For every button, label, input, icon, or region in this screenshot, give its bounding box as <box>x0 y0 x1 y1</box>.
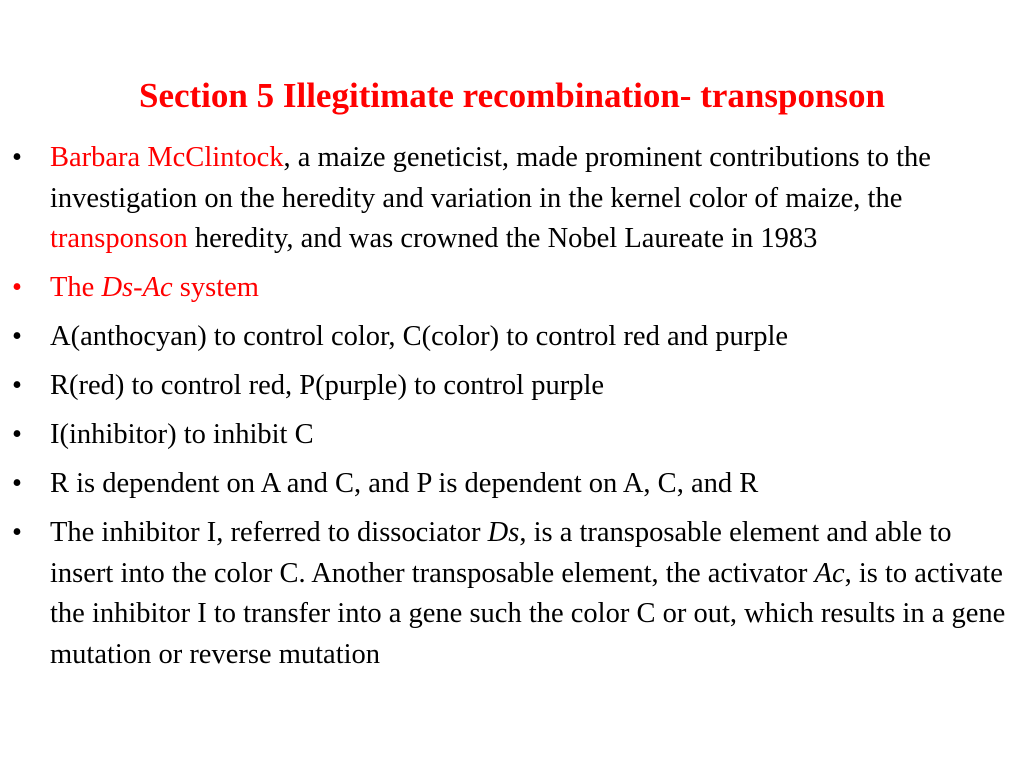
bullet-text: R(red) to control red, P(purple) to control purple <box>50 370 605 401</box>
bullet-text: The <box>50 272 102 303</box>
person-name: Barbara McClintock <box>50 142 284 173</box>
bullet-item-inhibitor <box>12 415 1012 456</box>
bullet-item-red-purple <box>12 366 1012 407</box>
bullet-text: heredity, and was crowned the Nobel Laureate in 1983 <box>187 223 818 254</box>
bullet-text: , is a transposable element and able to insert into the color C. Another transposable element, the activator <box>50 517 952 589</box>
bullet-text: system <box>172 272 259 303</box>
bullet-item-dependency <box>12 464 1012 505</box>
bullet-icon: • <box>12 321 22 352</box>
bullet-icon: • <box>12 517 22 548</box>
bullet-text: The inhibitor I, referred to dissociator <box>50 517 488 548</box>
bullet-icon: • <box>12 419 22 450</box>
highlight-term: transponson <box>50 223 188 254</box>
bullet-text: , is to activate the inhibitor I to transfer into a gene such the color C or out, which results in a gene mutation or reverse mutation <box>50 557 1006 670</box>
bullet-icon: • <box>12 272 22 303</box>
bullet-icon: • <box>12 142 22 173</box>
bullet-text: R is dependent on A and C, and P is dependent on A, C, and R <box>50 468 759 499</box>
bullet-icon: • <box>12 370 22 401</box>
italic-term: Ac <box>814 557 845 589</box>
bullet-item-anthocyan <box>12 317 1012 358</box>
bullet-item-ds-ac-system <box>12 268 1012 309</box>
bullet-text: , a maize geneticist, made prominent contributions to the investigation on the heredity and variation in the kernel color of maize, the <box>50 142 931 214</box>
bullet-list <box>12 138 1012 684</box>
bullet-text: I(inhibitor) to inhibit C <box>50 419 314 450</box>
italic-term: Ds-Ac <box>101 272 173 303</box>
italic-term: Ds <box>487 517 520 548</box>
slide-title: Section 5 Illegitimate recombination- transponson <box>138 76 885 115</box>
bullet-item-dissociator <box>12 513 1012 675</box>
bullet-icon: • <box>12 468 22 499</box>
bullet-text: A(anthocyan) to control color, C(color) to control red and purple <box>50 321 789 352</box>
bullet-item-mcclintock <box>12 138 1012 260</box>
